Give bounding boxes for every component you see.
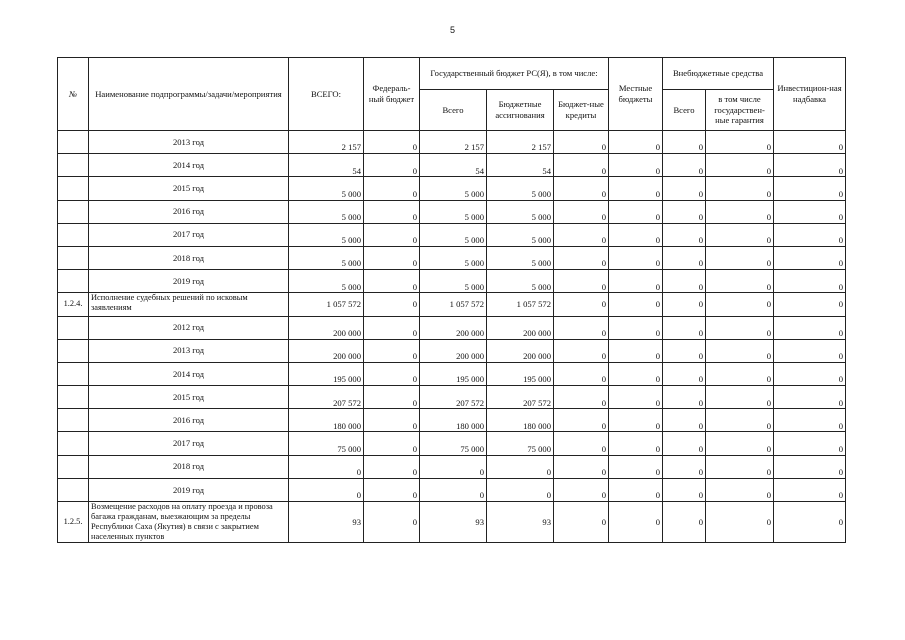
cell-total: 2 157: [289, 131, 364, 154]
cell-off-guar: 0: [706, 246, 774, 269]
cell-off-guar: 0: [706, 131, 774, 154]
cell-state-total: 93: [420, 502, 487, 543]
cell-off-guar: 0: [706, 478, 774, 501]
cell-local: 0: [609, 293, 663, 316]
cell-state-assign: 5 000: [487, 177, 554, 200]
cell-off-total: 0: [663, 455, 706, 478]
cell-year: 2018 год: [89, 455, 289, 478]
cell-federal: 0: [364, 502, 420, 543]
cell-state-credit: 0: [554, 200, 609, 223]
cell-state-credit: 0: [554, 386, 609, 409]
cell-total: 0: [289, 478, 364, 501]
cell-code: [58, 223, 89, 246]
cell-state-assign: 54: [487, 154, 554, 177]
cell-local: 0: [609, 223, 663, 246]
cell-off-guar: 0: [706, 154, 774, 177]
table-body: [58, 131, 846, 543]
table-row: [58, 316, 846, 339]
cell-local: 0: [609, 270, 663, 293]
table-row: [58, 223, 846, 246]
cell-code: [58, 177, 89, 200]
cell-code: [58, 409, 89, 432]
cell-total: 180 000: [289, 409, 364, 432]
cell-code: [58, 316, 89, 339]
cell-year: 2012 год: [89, 316, 289, 339]
cell-state-total: 195 000: [420, 362, 487, 385]
cell-invest: 0: [774, 246, 846, 269]
cell-off-total: 0: [663, 223, 706, 246]
cell-local: 0: [609, 339, 663, 362]
header-invest: Инвестицион-ная надбавка: [774, 58, 846, 131]
table-row: [58, 339, 846, 362]
cell-total: 5 000: [289, 177, 364, 200]
table-row: [58, 386, 846, 409]
header-state-assign: Бюджетные ассигнования: [487, 90, 554, 131]
cell-invest: 0: [774, 478, 846, 501]
cell-off-guar: 0: [706, 362, 774, 385]
cell-year: 2015 год: [89, 177, 289, 200]
cell-state-total: 5 000: [420, 200, 487, 223]
cell-state-total: 5 000: [420, 177, 487, 200]
cell-state-total: 75 000: [420, 432, 487, 455]
cell-code: [58, 154, 89, 177]
cell-federal: 0: [364, 223, 420, 246]
cell-year: 2016 год: [89, 409, 289, 432]
cell-year: 2013 год: [89, 339, 289, 362]
cell-state-total: 5 000: [420, 270, 487, 293]
cell-description: Возмещение расходов на оплату проезда и провоза багажа гражданам, выезжающим за пределы Республики Саха (Якутия) в связи с закрытием населенных пунктов: [89, 502, 289, 543]
cell-state-total: 5 000: [420, 246, 487, 269]
cell-total: 54: [289, 154, 364, 177]
cell-local: 0: [609, 246, 663, 269]
cell-total: 200 000: [289, 339, 364, 362]
cell-code: 1.2.4.: [58, 293, 89, 316]
table-row: [58, 177, 846, 200]
cell-local: 0: [609, 200, 663, 223]
cell-code: [58, 386, 89, 409]
cell-code: 1.2.5.: [58, 502, 89, 543]
page-number: 5: [449, 25, 455, 35]
cell-state-assign: 200 000: [487, 339, 554, 362]
cell-state-assign: 93: [487, 502, 554, 543]
cell-federal: 0: [364, 386, 420, 409]
header-off-total: Всего: [663, 90, 706, 131]
cell-total: 200 000: [289, 316, 364, 339]
cell-federal: 0: [364, 177, 420, 200]
cell-off-guar: 0: [706, 386, 774, 409]
cell-invest: 0: [774, 177, 846, 200]
cell-state-assign: 75 000: [487, 432, 554, 455]
cell-federal: 0: [364, 455, 420, 478]
cell-federal: 0: [364, 409, 420, 432]
cell-state-assign: 5 000: [487, 223, 554, 246]
cell-local: 0: [609, 409, 663, 432]
cell-local: 0: [609, 177, 663, 200]
cell-state-total: 200 000: [420, 339, 487, 362]
header-offbudget: Внебюджетные средства: [663, 58, 774, 90]
cell-local: 0: [609, 154, 663, 177]
cell-off-total: 0: [663, 502, 706, 543]
table-row: [58, 432, 846, 455]
cell-state-assign: 1 057 572: [487, 293, 554, 316]
cell-code: [58, 432, 89, 455]
cell-year: 2019 год: [89, 478, 289, 501]
cell-code: [58, 200, 89, 223]
cell-federal: 0: [364, 362, 420, 385]
cell-state-assign: 0: [487, 478, 554, 501]
header-off-guar: в том числе государствен-ные гарантия: [706, 90, 774, 131]
cell-invest: 0: [774, 386, 846, 409]
cell-invest: 0: [774, 409, 846, 432]
header-federal: Федераль-ный бюджет: [364, 58, 420, 131]
cell-total: 0: [289, 455, 364, 478]
cell-total: 5 000: [289, 200, 364, 223]
cell-off-guar: 0: [706, 270, 774, 293]
cell-off-guar: 0: [706, 177, 774, 200]
cell-invest: 0: [774, 339, 846, 362]
cell-total: 5 000: [289, 270, 364, 293]
cell-local: 0: [609, 131, 663, 154]
cell-state-credit: 0: [554, 362, 609, 385]
cell-state-credit: 0: [554, 339, 609, 362]
cell-invest: 0: [774, 293, 846, 316]
cell-state-credit: 0: [554, 455, 609, 478]
cell-code: [58, 131, 89, 154]
cell-invest: 0: [774, 502, 846, 543]
cell-off-total: 0: [663, 386, 706, 409]
cell-invest: 0: [774, 316, 846, 339]
cell-off-total: 0: [663, 478, 706, 501]
table-row: [58, 154, 846, 177]
cell-state-total: 200 000: [420, 316, 487, 339]
cell-state-total: 1 057 572: [420, 293, 487, 316]
cell-federal: 0: [364, 478, 420, 501]
cell-state-credit: 0: [554, 478, 609, 501]
cell-state-credit: 0: [554, 409, 609, 432]
cell-state-assign: 180 000: [487, 409, 554, 432]
cell-off-total: 0: [663, 316, 706, 339]
cell-state-assign: 5 000: [487, 246, 554, 269]
cell-state-total: 0: [420, 478, 487, 501]
table-row: [58, 409, 846, 432]
cell-off-total: 0: [663, 362, 706, 385]
cell-year: 2019 год: [89, 270, 289, 293]
cell-local: 0: [609, 362, 663, 385]
cell-year: 2018 год: [89, 246, 289, 269]
cell-code: [58, 362, 89, 385]
cell-total: 5 000: [289, 223, 364, 246]
cell-federal: 0: [364, 246, 420, 269]
cell-federal: 0: [364, 200, 420, 223]
cell-invest: 0: [774, 455, 846, 478]
table-row: [58, 246, 846, 269]
table-row: [58, 455, 846, 478]
cell-state-assign: 0: [487, 455, 554, 478]
cell-state-assign: 5 000: [487, 200, 554, 223]
table-header: [58, 58, 846, 131]
cell-off-total: 0: [663, 246, 706, 269]
cell-local: 0: [609, 502, 663, 543]
cell-off-guar: 0: [706, 293, 774, 316]
header-num: №: [58, 58, 89, 131]
cell-year: 2015 год: [89, 386, 289, 409]
cell-state-assign: 195 000: [487, 362, 554, 385]
cell-off-total: 0: [663, 432, 706, 455]
header-state-total: Всего: [420, 90, 487, 131]
cell-code: [58, 478, 89, 501]
cell-code: [58, 339, 89, 362]
table-row: [58, 478, 846, 501]
cell-year: 2016 год: [89, 200, 289, 223]
table-row: [58, 502, 846, 543]
cell-state-assign: 5 000: [487, 270, 554, 293]
cell-state-credit: 0: [554, 432, 609, 455]
cell-federal: 0: [364, 293, 420, 316]
cell-off-total: 0: [663, 177, 706, 200]
cell-federal: 0: [364, 432, 420, 455]
cell-description: Исполнение судебных решений по исковым заявлениям: [89, 293, 289, 316]
cell-state-total: 54: [420, 154, 487, 177]
budget-table: [57, 57, 846, 543]
cell-off-total: 0: [663, 200, 706, 223]
table-row: [58, 200, 846, 223]
table-row: [58, 362, 846, 385]
cell-state-assign: 200 000: [487, 316, 554, 339]
cell-code: [58, 246, 89, 269]
cell-invest: 0: [774, 270, 846, 293]
cell-local: 0: [609, 432, 663, 455]
header-total: ВСЕГО:: [289, 58, 364, 131]
cell-state-assign: 207 572: [487, 386, 554, 409]
cell-state-total: 207 572: [420, 386, 487, 409]
cell-invest: 0: [774, 200, 846, 223]
table-row: [58, 293, 846, 316]
cell-state-credit: 0: [554, 502, 609, 543]
cell-local: 0: [609, 316, 663, 339]
cell-year: 2014 год: [89, 362, 289, 385]
cell-total: 75 000: [289, 432, 364, 455]
cell-off-total: 0: [663, 131, 706, 154]
cell-invest: 0: [774, 154, 846, 177]
cell-state-total: 2 157: [420, 131, 487, 154]
cell-state-assign: 2 157: [487, 131, 554, 154]
cell-year: 2014 год: [89, 154, 289, 177]
cell-code: [58, 455, 89, 478]
cell-state-credit: 0: [554, 131, 609, 154]
cell-off-guar: 0: [706, 432, 774, 455]
header-state-budget: Государственный бюджет РС(Я), в том числе:: [420, 58, 609, 90]
cell-year: 2017 год: [89, 223, 289, 246]
cell-invest: 0: [774, 131, 846, 154]
cell-state-total: 5 000: [420, 223, 487, 246]
cell-off-guar: 0: [706, 502, 774, 543]
cell-state-total: 0: [420, 455, 487, 478]
header-name: Наименование подпрограммы/задачи/мероприятия: [89, 58, 289, 131]
cell-off-guar: 0: [706, 316, 774, 339]
cell-invest: 0: [774, 362, 846, 385]
cell-total: 207 572: [289, 386, 364, 409]
cell-local: 0: [609, 478, 663, 501]
cell-invest: 0: [774, 432, 846, 455]
cell-state-credit: 0: [554, 316, 609, 339]
header-local: Местные бюджеты: [609, 58, 663, 131]
cell-federal: 0: [364, 131, 420, 154]
cell-total: 5 000: [289, 246, 364, 269]
cell-state-credit: 0: [554, 293, 609, 316]
cell-federal: 0: [364, 270, 420, 293]
cell-state-credit: 0: [554, 246, 609, 269]
cell-state-credit: 0: [554, 223, 609, 246]
cell-state-credit: 0: [554, 270, 609, 293]
cell-off-total: 0: [663, 270, 706, 293]
cell-state-credit: 0: [554, 154, 609, 177]
cell-state-total: 180 000: [420, 409, 487, 432]
cell-off-guar: 0: [706, 200, 774, 223]
cell-off-total: 0: [663, 293, 706, 316]
table-row: [58, 270, 846, 293]
cell-year: 2017 год: [89, 432, 289, 455]
cell-invest: 0: [774, 223, 846, 246]
cell-federal: 0: [364, 316, 420, 339]
cell-state-credit: 0: [554, 177, 609, 200]
cell-off-guar: 0: [706, 409, 774, 432]
cell-off-total: 0: [663, 154, 706, 177]
cell-total: 93: [289, 502, 364, 543]
cell-local: 0: [609, 386, 663, 409]
cell-federal: 0: [364, 339, 420, 362]
cell-total: 195 000: [289, 362, 364, 385]
cell-off-total: 0: [663, 339, 706, 362]
cell-off-guar: 0: [706, 455, 774, 478]
cell-federal: 0: [364, 154, 420, 177]
table-row: [58, 131, 846, 154]
cell-local: 0: [609, 455, 663, 478]
header-state-credit: Бюджет-ные кредиты: [554, 90, 609, 131]
cell-off-guar: 0: [706, 223, 774, 246]
cell-off-total: 0: [663, 409, 706, 432]
cell-total: 1 057 572: [289, 293, 364, 316]
cell-off-guar: 0: [706, 339, 774, 362]
cell-year: 2013 год: [89, 131, 289, 154]
cell-code: [58, 270, 89, 293]
